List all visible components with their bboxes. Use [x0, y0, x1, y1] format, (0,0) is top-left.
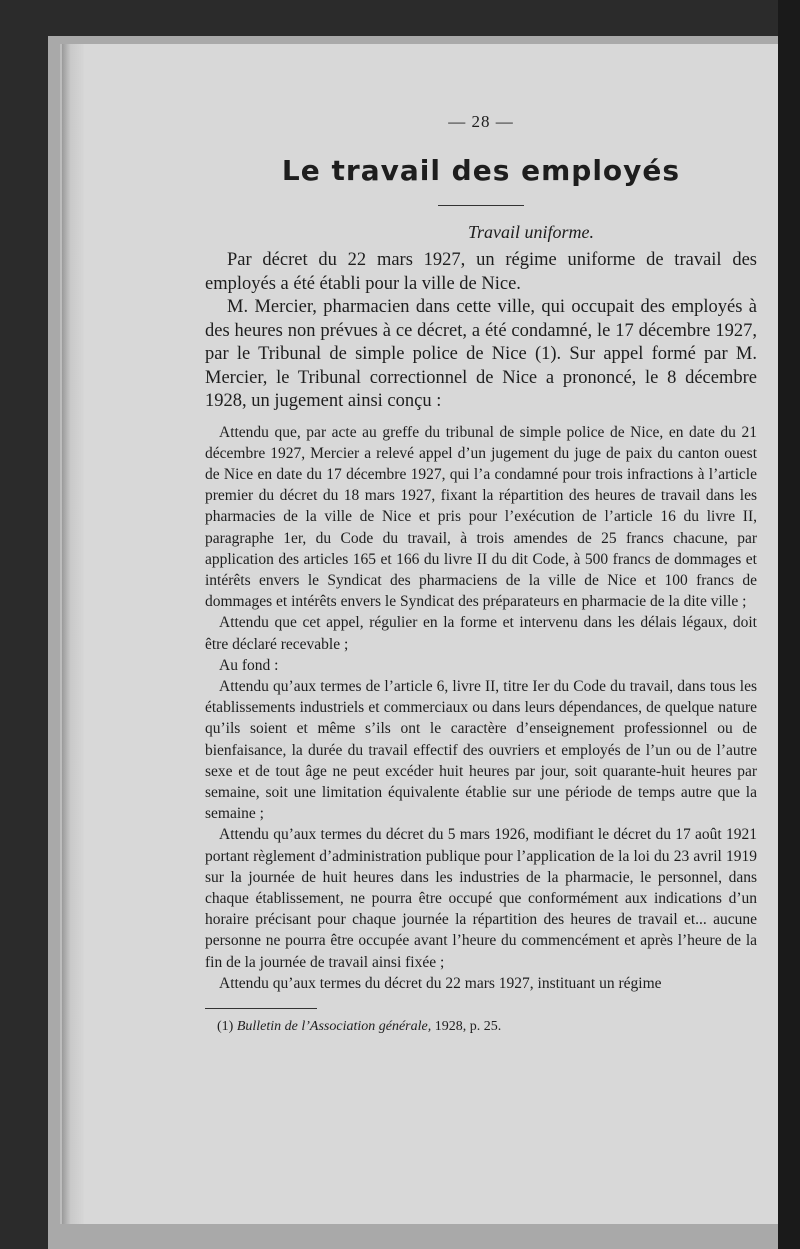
title-divider — [438, 205, 524, 206]
body-paragraph: M. Mercier, pharmacien dans cette ville, qui occupait des employés à des heures non prévues à ce décret, a été condamné, le 17 décembre 1927, par le Tribunal de simple police de Nice (1). Sur appel formé par M. Mercier, le Tribunal correctionnel de Nice a prononcé, le 8 décembre 1928, un jugement ainsi conçu : — [205, 297, 757, 411]
quote-paragraph: Attendu qu’aux termes de l’article 6, livre II, titre Ier du Code du travail, dans tous les établissements industriels et commerciaux ou dans leurs dépendances, de quelque nature qu’ils soient et même s’ils ont le caractère d’enseignement professionnel ou de bienfaisance, la durée du travail effectif des ouvriers et employés de l’un ou de l’autre sexe et de tout âge ne peut excéder huit heures par jour, soit quarante-huit heures par semaine, soit une limitation équivalente établie sur une période de temps autre que la semaine ; — [205, 677, 757, 823]
footnote-source: Bulletin de l’Association générale, — [236, 1018, 432, 1034]
footnote-reference: 1928, p. 25. — [434, 1018, 502, 1034]
section-subtitle: Travail uniforme. — [467, 222, 594, 242]
footnote — [205, 1019, 757, 1035]
page-binding-edge — [62, 44, 84, 1224]
judgment-quote — [205, 422, 757, 994]
quote-paragraph: Au fond : — [219, 656, 279, 674]
body-paragraph: Par décret du 22 mars 1927, un régime uniforme de travail des employés a été établi pour la ville de Nice. — [205, 250, 757, 294]
body-text — [205, 249, 757, 414]
page-number: — 28 — — [448, 112, 514, 131]
quote-paragraph: Attendu que, par acte au greffe du tribunal de simple police de Nice, en date du 21 décembre 1927, Mercier a relevé appel d’un jugement du juge de paix du canton ouest de Nice en date du 17 décembre 1927, qui l’a condamné pour trois infractions à l’article premier du décret du 18 mars 1927, fixant la répartition des heures de travail dans les pharmacies de la ville de Nice et pris pour l’exécution de l’article 16 du livre II, paragraphe 1er, du Code du travail, à trois amendes de 25 francs chacune, par application des articles 165 et 166 du livre II du dit Code, à 500 francs de dommages et intérêts envers le Syndicat des pharmaciens de la ville de Nice et 100 francs de dommages et intérêts envers le Syndicat des préparateurs en pharmacie de la dite ville ; — [205, 423, 757, 611]
quote-paragraph: Attendu que cet appel, régulier en la forme et intervenu dans les délais légaux, doit être déclaré recevable ; — [205, 614, 757, 653]
page-title: Le travail des employés — [281, 154, 681, 187]
footnote-divider — [205, 1008, 317, 1009]
scan-border — [778, 0, 800, 1249]
footnote-marker: (1) — [217, 1018, 234, 1034]
page-content — [205, 112, 757, 1035]
quote-paragraph: Attendu qu’aux termes du décret du 5 mars 1926, modifiant le décret du 17 août 1921 portant règlement d’administration publique pour l’application de la loi du 23 avril 1919 sur la journée de huit heures dans les industries de la pharmacie, le personnel, dans chaque établissement, ne pourra être occupé que conformément aux indications d’un horaire précisant pour chaque journée la répartition des heures de travail et... aucune personne ne pourra être occupée avant l’heure du commencément et après l’heure de la fin de la journée de travail ainsi fixée ; — [205, 826, 757, 971]
quote-paragraph: Attendu qu’aux termes du décret du 22 mars 1927, instituant un régime — [219, 974, 662, 992]
